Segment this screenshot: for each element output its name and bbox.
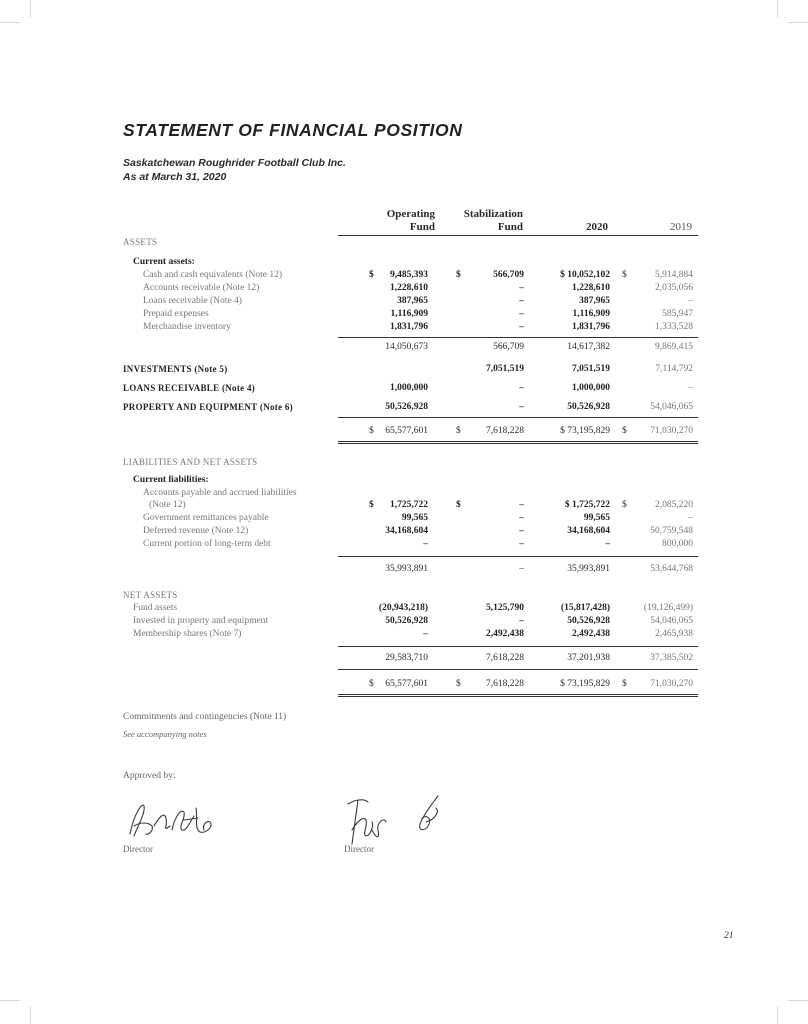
- table-row: Government remittances payable 99,565 – 99,565 –: [143, 513, 693, 523]
- crop-mark: [777, 1006, 778, 1024]
- section-heading-assets: ASSETS: [123, 237, 158, 247]
- table-row: Accounts payable and accrued liabilities: [143, 488, 297, 498]
- table-row: Merchandise inventory 1,831,796 – 1,831,796 1,333,528: [143, 322, 693, 332]
- grand-total-row: $ 65,577,601 $ 7,618,228 $ 73,195,829 $ 71,030,270: [369, 679, 693, 689]
- signature-left: [124, 796, 224, 846]
- property-equipment-row: PROPERTY AND EQUIPMENT (Note 6) 50,526,928 – 50,526,928 54,046,065: [123, 402, 693, 412]
- column-header-operating: Operating Fund: [386, 208, 435, 233]
- crop-mark: [30, 1006, 31, 1024]
- total-rule: [338, 417, 698, 418]
- current-assets-heading: Current assets:: [133, 257, 195, 267]
- total-rule: [338, 669, 698, 670]
- double-rule: [338, 696, 698, 697]
- table-row: Prepaid expenses 1,116,909 – 1,116,909 585,947: [143, 309, 693, 319]
- crop-mark: [788, 22, 808, 23]
- signature-right: [328, 790, 458, 850]
- double-rule: [338, 694, 698, 695]
- section-heading-liabilities: LIABILITIES AND NET ASSETS: [123, 457, 258, 467]
- table-row: Cash and cash equivalents (Note 12) $ 9,485,393 $ 566,709 $ 10,052,102 $ 5,914,884: [143, 270, 693, 280]
- see-notes: See accompanying notes: [123, 729, 207, 739]
- table-row: Fund assets (20,943,218) 5,125,790 (15,817,428) (19,126,499): [133, 603, 693, 613]
- investments-row: INVESTMENTS (Note 5) 7,051,519 7,051,519 7,114,792: [123, 364, 693, 374]
- current-liabilities-heading: Current liabilities:: [133, 475, 209, 485]
- page-number: 21: [724, 931, 734, 941]
- crop-mark: [788, 1000, 808, 1001]
- page-title: STATEMENT OF FINANCIAL POSITION: [123, 120, 463, 140]
- accounts-payable-row: (Note 12) $ 1,725,722 $ – $ 1,725,722 $ 2,085,220: [149, 500, 693, 510]
- commitments-note: Commitments and contingencies (Note 11): [123, 712, 287, 722]
- current-liabilities-total-row: 35,993,891 – 35,993,891 53,644,768: [385, 564, 693, 574]
- current-assets-total-row: 14,050,673 566,709 14,617,382 9,869,415: [385, 342, 693, 352]
- crop-mark: [0, 1000, 20, 1001]
- net-assets-total-row: 29,583,710 7,618,228 37,201,938 37,385,502: [385, 653, 693, 663]
- column-header-stabilization: Stabilization Fund: [463, 208, 523, 233]
- loans-receivable-row: LOANS RECEIVABLE (Note 4) 1,000,000 – 1,000,000 –: [123, 383, 693, 393]
- table-row: Accounts receivable (Note 12) 1,228,610 – 1,228,610 2,035,056: [143, 283, 693, 293]
- subtotal-rule: [338, 556, 698, 557]
- director-label-left: Director: [123, 844, 153, 854]
- organization-name: Saskatchewan Roughrider Football Club Inc.: [123, 157, 346, 169]
- crop-mark: [777, 0, 778, 18]
- approved-by-label: Approved by:: [123, 771, 176, 781]
- subtotal-rule: [338, 337, 698, 338]
- table-row: Current portion of long-term debt – – – 800,000: [143, 539, 693, 549]
- total-assets-row: $ 65,577,601 $ 7,618,228 $ 73,195,829 $ 71,030,270: [369, 426, 693, 436]
- section-heading-net-assets: NET ASSETS: [123, 590, 178, 600]
- double-rule: [338, 441, 698, 442]
- column-header-2019: 2019: [670, 221, 692, 233]
- table-row: Membership shares (Note 7) – 2,492,438 2,492,438 2,465,938: [133, 629, 693, 639]
- table-row: Invested in property and equipment 50,526,928 – 50,526,928 54,046,065: [133, 616, 693, 626]
- director-label-right: Director: [344, 844, 374, 854]
- subtotal-rule: [338, 646, 698, 647]
- crop-mark: [30, 0, 31, 18]
- crop-mark: [0, 22, 20, 23]
- table-row: Deferred revenue (Note 12) 34,168,604 – 34,168,604 50,759,548: [143, 526, 693, 536]
- statement-date: As at March 31, 2020: [123, 171, 227, 183]
- double-rule: [338, 443, 698, 444]
- column-header-2020: 2020: [586, 221, 608, 233]
- table-row: Loans receivable (Note 4) 387,965 – 387,965 –: [143, 296, 693, 306]
